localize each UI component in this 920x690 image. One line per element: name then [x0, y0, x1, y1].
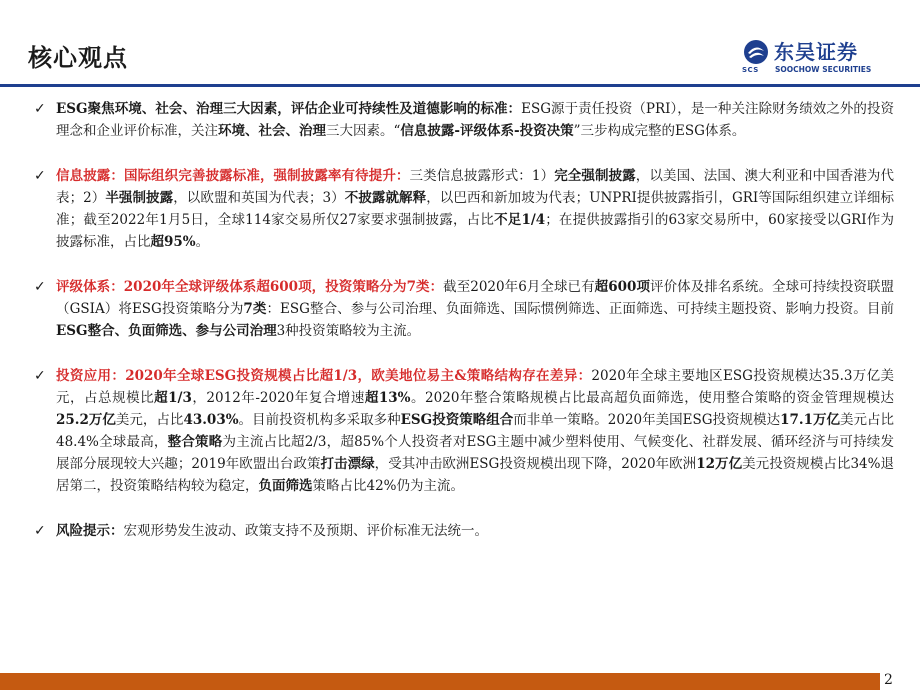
key-point-item — [34, 165, 894, 253]
key-point-item — [34, 98, 894, 142]
key-point-text: 评级体系：2020年全球评级体系超600项，投资策略分为7类： — [56, 279, 444, 295]
key-point-text: 43.03% — [183, 412, 239, 428]
key-point-text: 超13% — [364, 390, 411, 406]
key-point-text: 25.2万亿 — [56, 412, 116, 428]
key-point-text: ：ESG整合、参与公司治理、负面筛选、国际惯例筛选、正面筛选、可持续主题投资、影响力投资。目前 — [266, 301, 894, 317]
key-point-text: ESG聚焦环境、社会、治理三大因素，评估企业可持续性及道德影响的标准： — [56, 101, 522, 117]
key-point-text: ，2012年-2020年复合增速 — [191, 390, 365, 406]
key-point-text: ”三步构成完整的ESG体系。 — [573, 123, 746, 139]
key-point-item — [34, 365, 894, 497]
checkmark-icon: ✓ — [34, 368, 46, 384]
key-point-text: 不足1/4 — [494, 212, 546, 228]
key-point-text: 17.1万亿 — [780, 412, 840, 428]
key-point-text: ESG投资策略组合 — [400, 412, 514, 428]
page-title: 核心观点 — [28, 44, 128, 72]
key-point-text: 超95% — [150, 234, 196, 250]
key-point-text: 负面筛选 — [258, 478, 313, 494]
key-point-text: 完全强制披露 — [554, 168, 636, 184]
page-number: 2 — [884, 672, 893, 688]
key-points-list — [34, 98, 894, 565]
key-point-text: 美元投资规模占比34%退居第二，投资策略结构较为稳定， — [56, 456, 894, 494]
key-point-text: 风险提示： — [56, 523, 124, 539]
key-point-text: 7类 — [243, 301, 267, 317]
key-point-text: 不披露就解释 — [344, 190, 427, 206]
key-point-text: ，以美国、法国、澳大利亚和中国香港为代表；2） — [56, 168, 895, 206]
key-point-text: ，受其冲击欧洲ESG投资规模出现下降，2020年欧洲 — [374, 456, 697, 472]
key-point-text: 美元占比48.4%全球最高， — [56, 412, 895, 450]
key-point-text: 三大因素。“ — [326, 123, 401, 139]
logo-name-en: SOOCHOW SECURITIES — [775, 65, 872, 74]
key-point-text: 12万亿 — [696, 456, 743, 472]
key-point-text: 。目前投资机构多采取多种 — [238, 412, 401, 428]
key-point-item — [34, 520, 894, 542]
key-point-text: ；在提供披露指引的63家交易所中，60家接受以GRI作为披露标准，占比 — [56, 212, 895, 250]
key-point-text: ESG源于责任投资（PRI），是一种关注除财务绩效之外的投资理念和企业评价标准，关注 — [56, 101, 894, 139]
key-point-text: 。 — [195, 234, 210, 250]
key-point-text: ，以欧盟和英国为代表；3） — [173, 190, 345, 206]
key-point-text: 。2020年整合策略规模占比最高超负面筛选，使用整合策略的资金管理规模达 — [410, 390, 895, 406]
key-point-text: 2020年全球主要地区ESG投资规模达35.3万亿美元，占总规模比 — [56, 368, 894, 406]
key-point-text: 信息披露：国际组织完善披露标准，强制披露率有待提升： — [56, 168, 410, 184]
checkmark-icon: ✓ — [34, 279, 46, 295]
key-point-text: 3种投资策略较为主流。 — [276, 323, 421, 339]
key-point-text: 截至2020年6月全球已有 — [443, 279, 595, 295]
key-point-text: 信息披露-评级体系-投资决策 — [400, 123, 574, 139]
footer-bar — [0, 673, 880, 690]
key-point-text: 整合策略 — [167, 434, 223, 450]
key-point-text: 评价体及排名系统。全球可持续投资联盟（GSIA）将ESG投资策略分为 — [56, 279, 895, 317]
key-point-text: 宏观形势发生波动、政策支持不及预期、评价标准无法统一。 — [123, 523, 488, 539]
checkmark-icon: ✓ — [34, 101, 46, 117]
header-divider — [0, 84, 920, 87]
key-point-text: 环境、社会、治理 — [218, 123, 326, 139]
key-point-text: 半强制披露 — [105, 190, 174, 206]
logo-abbrev: SCS — [742, 66, 759, 74]
key-point-text: 而非单一策略。2020年美国ESG投资规模达 — [513, 412, 781, 428]
checkmark-icon: ✓ — [34, 523, 46, 539]
key-point-text: 策略占比42%仍为主流。 — [312, 478, 465, 494]
logo-name-cn: 东吴证券 — [774, 40, 858, 64]
key-point-text: ，以巴西和新加坡为代表；UNPRI提供披露指引，GRI等国际组织建立详细标准；截至2022年1月5日，全球114家交易所仅27家要求强制披露，占比 — [56, 190, 895, 228]
key-point-text: 为主流占比超2/3，超85%个人投资者对ESG主题中减少塑料使用、气候变化、社群发展、循环经济与可持续发展部分展现较大兴趣；2019年欧盟出台政策 — [56, 434, 894, 472]
key-point-text: 三类信息披露形式：1） — [409, 168, 555, 184]
key-point-text: 投资应用：2020年全球ESG投资规模占比超1/3，欧美地位易主&策略结构存在差异： — [56, 368, 592, 384]
key-point-text: 美元，占比 — [115, 412, 184, 428]
company-logo — [742, 36, 892, 76]
key-point-text: 打击漂绿 — [320, 456, 375, 472]
key-point-text: 超1/3 — [154, 390, 192, 406]
checkmark-icon: ✓ — [34, 168, 46, 184]
key-point-text: 超600项 — [594, 279, 651, 295]
key-point-item — [34, 276, 894, 342]
key-point-text: ESG整合、负面筛选、参与公司治理 — [56, 323, 277, 339]
logo-mark-icon — [742, 38, 770, 66]
